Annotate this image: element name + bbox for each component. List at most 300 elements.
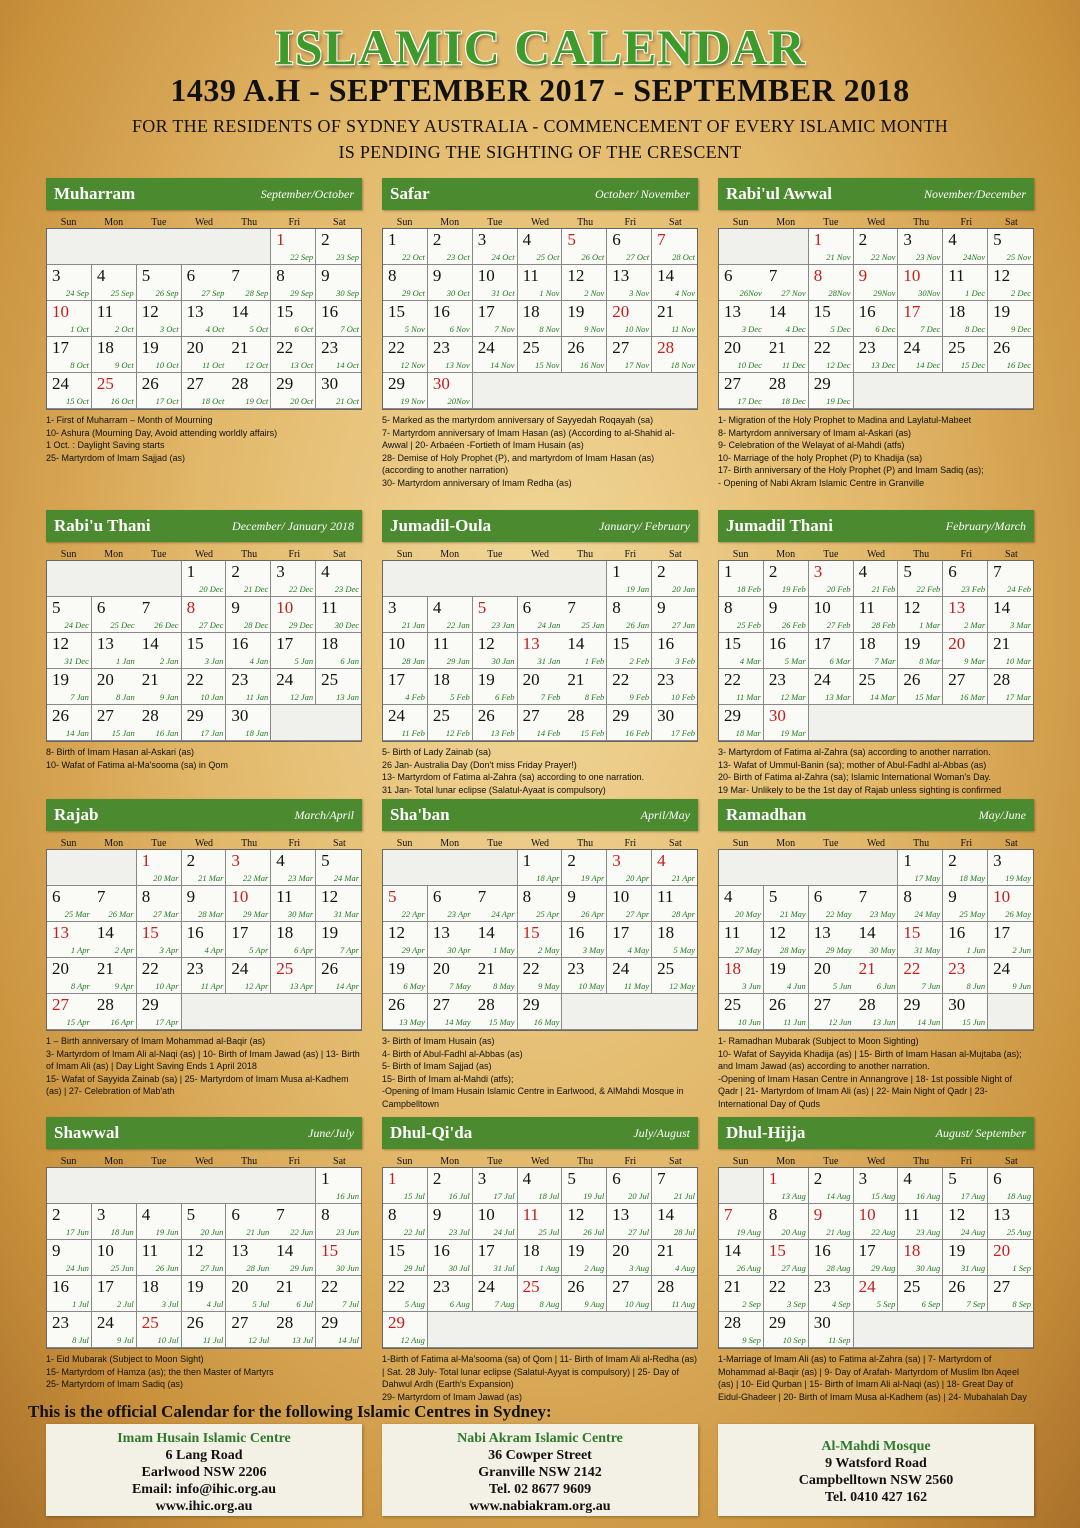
day-cell <box>988 301 1033 337</box>
month-events <box>718 746 1034 796</box>
gregorian-date: 22 Nov <box>871 252 896 262</box>
day-cell <box>607 633 652 669</box>
weekday-label: Wed <box>530 838 550 849</box>
day-cell <box>809 561 854 597</box>
gregorian-date: 25 Nov <box>1006 252 1031 262</box>
hijri-day: 26 <box>52 706 69 725</box>
hijri-day: 29 <box>612 706 630 725</box>
hijri-day: 25 <box>948 338 966 357</box>
hijri-day: 17 <box>612 923 630 942</box>
gregorian-date: 10 Dec <box>737 360 762 370</box>
gregorian-date: 10 Aug <box>624 1299 650 1309</box>
day-cell <box>428 669 473 705</box>
gregorian-date: 29 Mar <box>243 909 269 919</box>
weekday-label: Sat <box>333 217 346 228</box>
month-name: Shawwal <box>54 1123 120 1142</box>
day-cell <box>182 1312 227 1348</box>
day-cell <box>473 994 518 1030</box>
day-cell <box>719 886 764 922</box>
day-cell <box>854 669 899 705</box>
day-cell <box>809 1276 854 1312</box>
hijri-day: 6 <box>724 266 733 285</box>
day-cell <box>316 633 361 669</box>
gregorian-date: 12 May <box>669 981 695 991</box>
gregorian-date: 21 Nov <box>826 252 851 262</box>
day-cell <box>473 337 518 373</box>
hijri-day: 7 <box>477 887 487 906</box>
hijri-day: 25 <box>432 706 450 725</box>
month-header <box>46 1117 362 1149</box>
hijri-day: 25 <box>96 374 114 393</box>
day-cell <box>226 633 271 669</box>
centre-line: Campbelltown NSW 2560 <box>798 1473 954 1488</box>
gregorian-date: 26Nov <box>739 288 762 298</box>
hijri-day: 20 <box>993 1241 1011 1260</box>
day-cell <box>719 669 764 705</box>
day-cell <box>988 337 1033 373</box>
day-cell <box>854 337 899 373</box>
month-events <box>382 1353 698 1403</box>
day-cell <box>764 301 809 337</box>
hijri-day: 28 <box>231 374 249 393</box>
gregorian-date: 16 May <box>533 1017 560 1027</box>
gregorian-date: 30 Sep <box>336 288 359 298</box>
hijri-day: 27 <box>522 706 540 725</box>
hijri-day: 6 <box>522 598 532 617</box>
day-cell <box>137 1204 182 1240</box>
gregorian-date: 16 Jul <box>448 1191 470 1201</box>
gregorian-date: 3 Apr <box>159 945 179 955</box>
hijri-day: 11 <box>141 1241 159 1260</box>
gregorian-date: 4 Jan <box>249 656 269 666</box>
gregorian-date: 6 Jun <box>876 981 896 991</box>
gregorian-date: 9 May <box>537 981 560 991</box>
hijri-day: 8 <box>388 266 397 285</box>
day-grid <box>382 849 698 1031</box>
month-gregorian-range: April/May <box>640 807 690 822</box>
month-gregorian-range: September/October <box>260 186 354 201</box>
weekday-header <box>46 1149 362 1167</box>
gregorian-date: 2 Feb <box>629 656 650 666</box>
day-cell <box>764 633 809 669</box>
day-cell <box>428 229 473 265</box>
day-cell <box>518 994 563 1030</box>
hijri-day: 13 <box>186 302 204 321</box>
gregorian-date: 22 Dec <box>288 584 314 594</box>
day-cell <box>809 301 854 337</box>
month-block <box>718 799 1034 1110</box>
weekday-label: Tue <box>487 1156 503 1167</box>
gregorian-date: 20 Jun <box>200 1227 224 1237</box>
day-cell <box>652 1204 697 1240</box>
hijri-day: 4 <box>522 1169 532 1188</box>
gregorian-date: 10 Apr <box>155 981 179 991</box>
gregorian-date: 28 Apr <box>671 909 695 919</box>
gregorian-date: 13 Mar <box>825 692 851 702</box>
day-cell <box>607 705 652 741</box>
gregorian-date: 20 Mar <box>153 873 179 883</box>
hijri-day: 21 <box>276 1277 294 1296</box>
month-block <box>46 1117 362 1391</box>
gregorian-date: 4 Aug <box>675 1263 695 1273</box>
gregorian-date: 7 Jan <box>70 692 89 702</box>
gregorian-date: 28 Feb <box>871 620 896 630</box>
weekday-label: Fri <box>624 549 637 560</box>
gregorian-date: 6 Jan <box>340 656 359 666</box>
gregorian-date: 29Nov <box>873 288 896 298</box>
gregorian-date: 2 Jul <box>116 1299 134 1309</box>
day-cell <box>92 1312 137 1348</box>
gregorian-date: 3 Nov <box>629 288 650 298</box>
hijri-day: 19 <box>567 302 585 321</box>
hijri-day: 2 <box>768 562 778 581</box>
day-cell <box>182 561 227 597</box>
gregorian-date: 24 May <box>914 909 941 919</box>
hijri-day: 7 <box>141 598 151 617</box>
gregorian-date: 31 Oct <box>491 288 515 298</box>
day-cell <box>92 265 137 301</box>
day-cell <box>719 265 764 301</box>
weekday-label: Fri <box>624 217 637 228</box>
hijri-day: 1 <box>276 230 285 249</box>
hijri-day: 7 <box>768 266 778 285</box>
weekday-label: Sat <box>669 1156 682 1167</box>
hijri-day: 14 <box>477 923 495 942</box>
hijri-day: 28 <box>477 995 495 1014</box>
day-cell <box>607 1204 652 1240</box>
hijri-day: 11 <box>903 1205 920 1224</box>
gregorian-date: 5 Jan <box>294 656 314 666</box>
hijri-day: 3 <box>813 562 823 581</box>
gregorian-date: 15 Feb <box>580 728 605 738</box>
hijri-day: 19 <box>993 302 1011 321</box>
day-cell <box>764 958 809 994</box>
hijri-day: 19 <box>186 1277 204 1296</box>
gregorian-date: 31 Jan <box>537 656 561 666</box>
hijri-day: 9 <box>432 266 442 285</box>
centre-line: Tel. 0410 427 162 <box>824 1490 928 1505</box>
event-line: 28- Demise of Holy Prophet (P), and martyrdom of Imam Hasan (as) (according to another narration) <box>382 452 655 475</box>
gregorian-date: 10 May <box>578 981 605 991</box>
day-cell <box>607 1276 652 1312</box>
month-block <box>382 178 698 489</box>
hijri-day: 4 <box>321 562 330 581</box>
gregorian-date: 24 Sep <box>65 288 89 298</box>
gregorian-date: 16 Aug <box>916 1191 941 1201</box>
day-cell <box>652 705 697 741</box>
day-cell <box>854 301 899 337</box>
gregorian-date: 4 Nov <box>674 288 695 298</box>
day-cell <box>898 669 943 705</box>
weekday-header <box>46 210 362 228</box>
weekday-label: Tue <box>823 838 839 849</box>
day-cell <box>943 337 988 373</box>
day-cell <box>137 922 182 958</box>
day-cell <box>47 1312 92 1348</box>
month-header <box>382 799 698 831</box>
weekday-label: Fri <box>288 217 301 228</box>
month-events <box>46 1035 362 1098</box>
hijri-day: 13 <box>724 302 741 321</box>
day-cell <box>182 265 227 301</box>
weekday-label: Mon <box>440 838 460 849</box>
hijri-day: 10 <box>993 887 1011 906</box>
weekday-label: Fri <box>960 838 973 849</box>
gregorian-date: 6 Jul <box>296 1299 314 1309</box>
gregorian-date: 3 Feb <box>675 656 695 666</box>
hijri-day: 17 <box>52 338 69 357</box>
day-cell <box>607 1240 652 1276</box>
day-cell <box>182 958 227 994</box>
gregorian-date: 13 Dec <box>871 360 896 370</box>
gregorian-date: 14 Jul <box>337 1335 359 1345</box>
weekday-label: Tue <box>823 1156 839 1167</box>
hijri-day: 5 <box>321 851 330 870</box>
gregorian-date: 21 Dec <box>243 584 269 594</box>
gregorian-date: 17 Nov <box>624 360 650 370</box>
month-header <box>46 178 362 210</box>
gregorian-date: 30 Jun <box>336 1263 359 1273</box>
gregorian-date: 1 Apr <box>70 945 90 955</box>
hijri-day: 21 <box>96 959 114 978</box>
hijri-day: 7 <box>657 1169 666 1188</box>
gregorian-date: 20 May <box>735 909 761 919</box>
gregorian-date: 28 Aug <box>826 1263 851 1273</box>
hijri-day: 22 <box>186 670 204 689</box>
day-cell <box>182 373 227 409</box>
event-line: 17- Birth anniversary of the Holy Prophet (P) and Imam Sadiq (as); <box>718 465 984 475</box>
day-cell <box>719 1240 764 1276</box>
day-cell <box>809 229 854 265</box>
gregorian-date: 22 Feb <box>916 584 941 594</box>
hijri-day: 18 <box>657 923 675 942</box>
hijri-day: 29 <box>321 1313 339 1332</box>
gregorian-date: 18 Nov <box>670 360 695 370</box>
day-cell <box>226 301 271 337</box>
gregorian-date: 26 May <box>1005 909 1031 919</box>
gregorian-date: 18 Jan <box>245 728 269 738</box>
hijri-day: 11 <box>948 266 965 285</box>
day-cell <box>137 265 182 301</box>
weekday-label: Thu <box>577 838 594 849</box>
event-line: 5- Marked as the martyrdom anniversary of Sayyedah Roqayah (sa) <box>382 415 654 425</box>
weekday-label: Sun <box>60 1156 77 1167</box>
month-gregorian-range: March/April <box>294 807 354 822</box>
gregorian-date: 3 Oct <box>159 324 179 334</box>
hijri-day: 16 <box>657 634 675 653</box>
centre-line: Earlwood NSW 2206 <box>141 1465 267 1480</box>
hijri-day: 1 <box>724 562 733 581</box>
day-cell <box>182 705 227 741</box>
weekday-label: Fri <box>960 217 973 228</box>
hijri-day: 12 <box>388 923 405 942</box>
day-cell <box>854 1204 899 1240</box>
hijri-day: 19 <box>141 338 159 357</box>
day-cell <box>898 850 943 886</box>
hijri-day: 18 <box>903 1241 921 1260</box>
day-cell <box>943 1276 988 1312</box>
gregorian-date: 21 Jan <box>401 620 425 630</box>
day-cell <box>226 597 271 633</box>
day-cell <box>271 597 316 633</box>
weekday-label: Mon <box>440 549 460 560</box>
day-cell <box>271 922 316 958</box>
day-cell <box>764 337 809 373</box>
gregorian-date: 17 Jan <box>200 728 224 738</box>
hijri-day: 21 <box>567 670 585 689</box>
day-cell <box>943 1240 988 1276</box>
gregorian-date: 28 May <box>779 945 806 955</box>
day-cell <box>518 669 563 705</box>
hijri-day: 2 <box>321 230 330 249</box>
hijri-day: 1 <box>813 230 823 249</box>
day-cell <box>92 705 137 741</box>
hijri-day: 14 <box>276 1241 294 1260</box>
day-cell <box>316 958 361 994</box>
hijri-day: 23 <box>813 1277 831 1296</box>
hijri-day: 5 <box>903 562 912 581</box>
day-cell <box>719 1204 764 1240</box>
hijri-day: 26 <box>567 338 585 357</box>
gregorian-date: 19 Jan <box>626 584 650 594</box>
gregorian-date: 4 Jun <box>787 981 806 991</box>
day-cell <box>92 1240 137 1276</box>
hijri-day: 21 <box>477 959 495 978</box>
month-header <box>382 510 698 542</box>
day-cell <box>854 1168 899 1204</box>
weekday-label: Wed <box>866 838 886 849</box>
weekday-label: Tue <box>151 1156 167 1167</box>
gregorian-date: 15 Oct <box>65 396 89 406</box>
hijri-day: 9 <box>231 598 240 617</box>
event-line: 1- First of Muharram – Month of Mourning <box>46 415 213 425</box>
day-cell <box>271 1204 316 1240</box>
hijri-day: 22 <box>141 959 159 978</box>
hijri-day: 18 <box>141 1277 159 1296</box>
day-cell <box>428 958 473 994</box>
day-cell <box>271 301 316 337</box>
empty-cell <box>383 850 518 886</box>
month-events <box>46 414 362 464</box>
gregorian-date: 2 Oct <box>115 324 134 334</box>
day-cell <box>271 229 316 265</box>
official-centres-text: This is the official Calendar for the following Islamic Centres in Sydney: <box>28 1402 552 1421</box>
hijri-day: 8 <box>522 887 532 906</box>
gregorian-date: 1 Jun <box>966 945 986 955</box>
day-cell <box>943 301 988 337</box>
day-cell <box>316 1240 361 1276</box>
hijri-day: 12 <box>321 887 339 906</box>
hijri-day: 2 <box>432 230 442 249</box>
day-grid <box>46 228 362 410</box>
gregorian-date: 24 Aug <box>960 1227 986 1237</box>
hijri-day: 1 <box>186 562 196 581</box>
hijri-day: 8 <box>903 887 912 906</box>
gregorian-date: 21 Feb <box>871 584 896 594</box>
hijri-day: 24 <box>388 706 405 725</box>
day-cell <box>809 1204 854 1240</box>
gregorian-date: 18 Apr <box>536 873 560 883</box>
day-cell <box>854 958 899 994</box>
gregorian-date: 1 Jan <box>116 656 135 666</box>
weekday-label: Tue <box>487 838 503 849</box>
day-cell <box>719 337 764 373</box>
hijri-day: 2 <box>186 851 196 870</box>
event-line: 1-Marriage of Imam Ali (as) to Fatima al-Zahra (sa) | 7- Martyrdom of Mohammad al-Baqir (as) | 9- Day of Arafah- Martyrdom of Muslim Ibn Aqeel (as) | 10- Eid Qurban | 15- Birth of Imam Ali al-Naqi (as) | 18- Great Day of Eidul-Ghadeer | 20- Birth of Imam Musa al-Kadhem (as) | 24- Mubahalah Day <box>718 1354 1027 1402</box>
residents-note-line1: FOR THE RESIDENTS OF SYDNEY AUSTRALIA - COMMENCEMENT OF EVERY ISLAMIC MONTH <box>131 116 949 136</box>
hijri-day: 16 <box>432 1241 450 1260</box>
month-header <box>46 510 362 542</box>
hijri-day: 17 <box>903 302 921 321</box>
day-cell <box>383 1168 428 1204</box>
empty-cell <box>719 229 809 265</box>
gregorian-date: 30 Apr <box>447 945 471 955</box>
centre-line: www.nabiakram.org.au <box>469 1499 611 1514</box>
day-cell <box>473 1276 518 1312</box>
day-cell <box>652 265 697 301</box>
day-cell <box>182 886 227 922</box>
gregorian-date: 12 Oct <box>245 360 269 370</box>
hijri-day: 10 <box>96 1241 114 1260</box>
weekday-label: Wed <box>194 217 214 228</box>
gregorian-date: 22 Jul <box>403 1227 425 1237</box>
gregorian-date: 25 May <box>959 909 986 919</box>
hijri-day: 5 <box>768 887 778 906</box>
hijri-day: 2 <box>432 1169 442 1188</box>
gregorian-date: 9 Mar <box>964 656 986 666</box>
hijri-day: 21 <box>993 634 1011 653</box>
gregorian-date: 22 Sep <box>290 252 314 262</box>
gregorian-date: 10 Mar <box>1005 656 1031 666</box>
centre-card-1 <box>46 1424 362 1516</box>
day-cell <box>428 705 473 741</box>
day-cell <box>316 265 361 301</box>
day-cell <box>719 958 764 994</box>
day-cell <box>988 265 1033 301</box>
weekday-label: Mon <box>776 838 796 849</box>
event-line: 8- Martyrdom anniversary of Imam al-Askari (as) <box>718 427 912 438</box>
day-cell <box>226 1276 271 1312</box>
gregorian-date: 5 Aug <box>404 1299 425 1309</box>
gregorian-date: 23 Jul <box>448 1227 470 1237</box>
hijri-day: 9 <box>186 887 196 906</box>
hijri-day: 23 <box>948 959 966 978</box>
gregorian-date: 1 Oct <box>70 324 89 334</box>
day-cell <box>764 1204 809 1240</box>
hijri-day: 22 <box>813 338 831 357</box>
gregorian-date: 10 Nov <box>624 324 650 334</box>
hijri-day: 4 <box>858 562 868 581</box>
weekday-label: Sun <box>732 549 749 560</box>
day-cell <box>226 337 271 373</box>
day-cell <box>316 1276 361 1312</box>
gregorian-date: 6 Nov <box>449 324 470 334</box>
gregorian-date: 29 Jun <box>290 1263 314 1273</box>
gregorian-date: 18 Dec <box>781 396 806 406</box>
hijri-day: 13 <box>612 266 630 285</box>
gregorian-date: 17 Feb <box>671 728 695 738</box>
hijri-day: 10 <box>612 887 630 906</box>
hijri-day: 7 <box>231 266 240 285</box>
hijri-day: 23 <box>52 1313 69 1332</box>
hijri-day: 6 <box>231 1205 240 1224</box>
day-cell <box>518 1276 563 1312</box>
gregorian-date: 18 Feb <box>737 584 761 594</box>
hijri-day: 28 <box>768 374 786 393</box>
gregorian-date: 20Nov <box>447 396 470 406</box>
day-cell <box>92 373 137 409</box>
gregorian-date: 12 Aug <box>400 1335 425 1345</box>
